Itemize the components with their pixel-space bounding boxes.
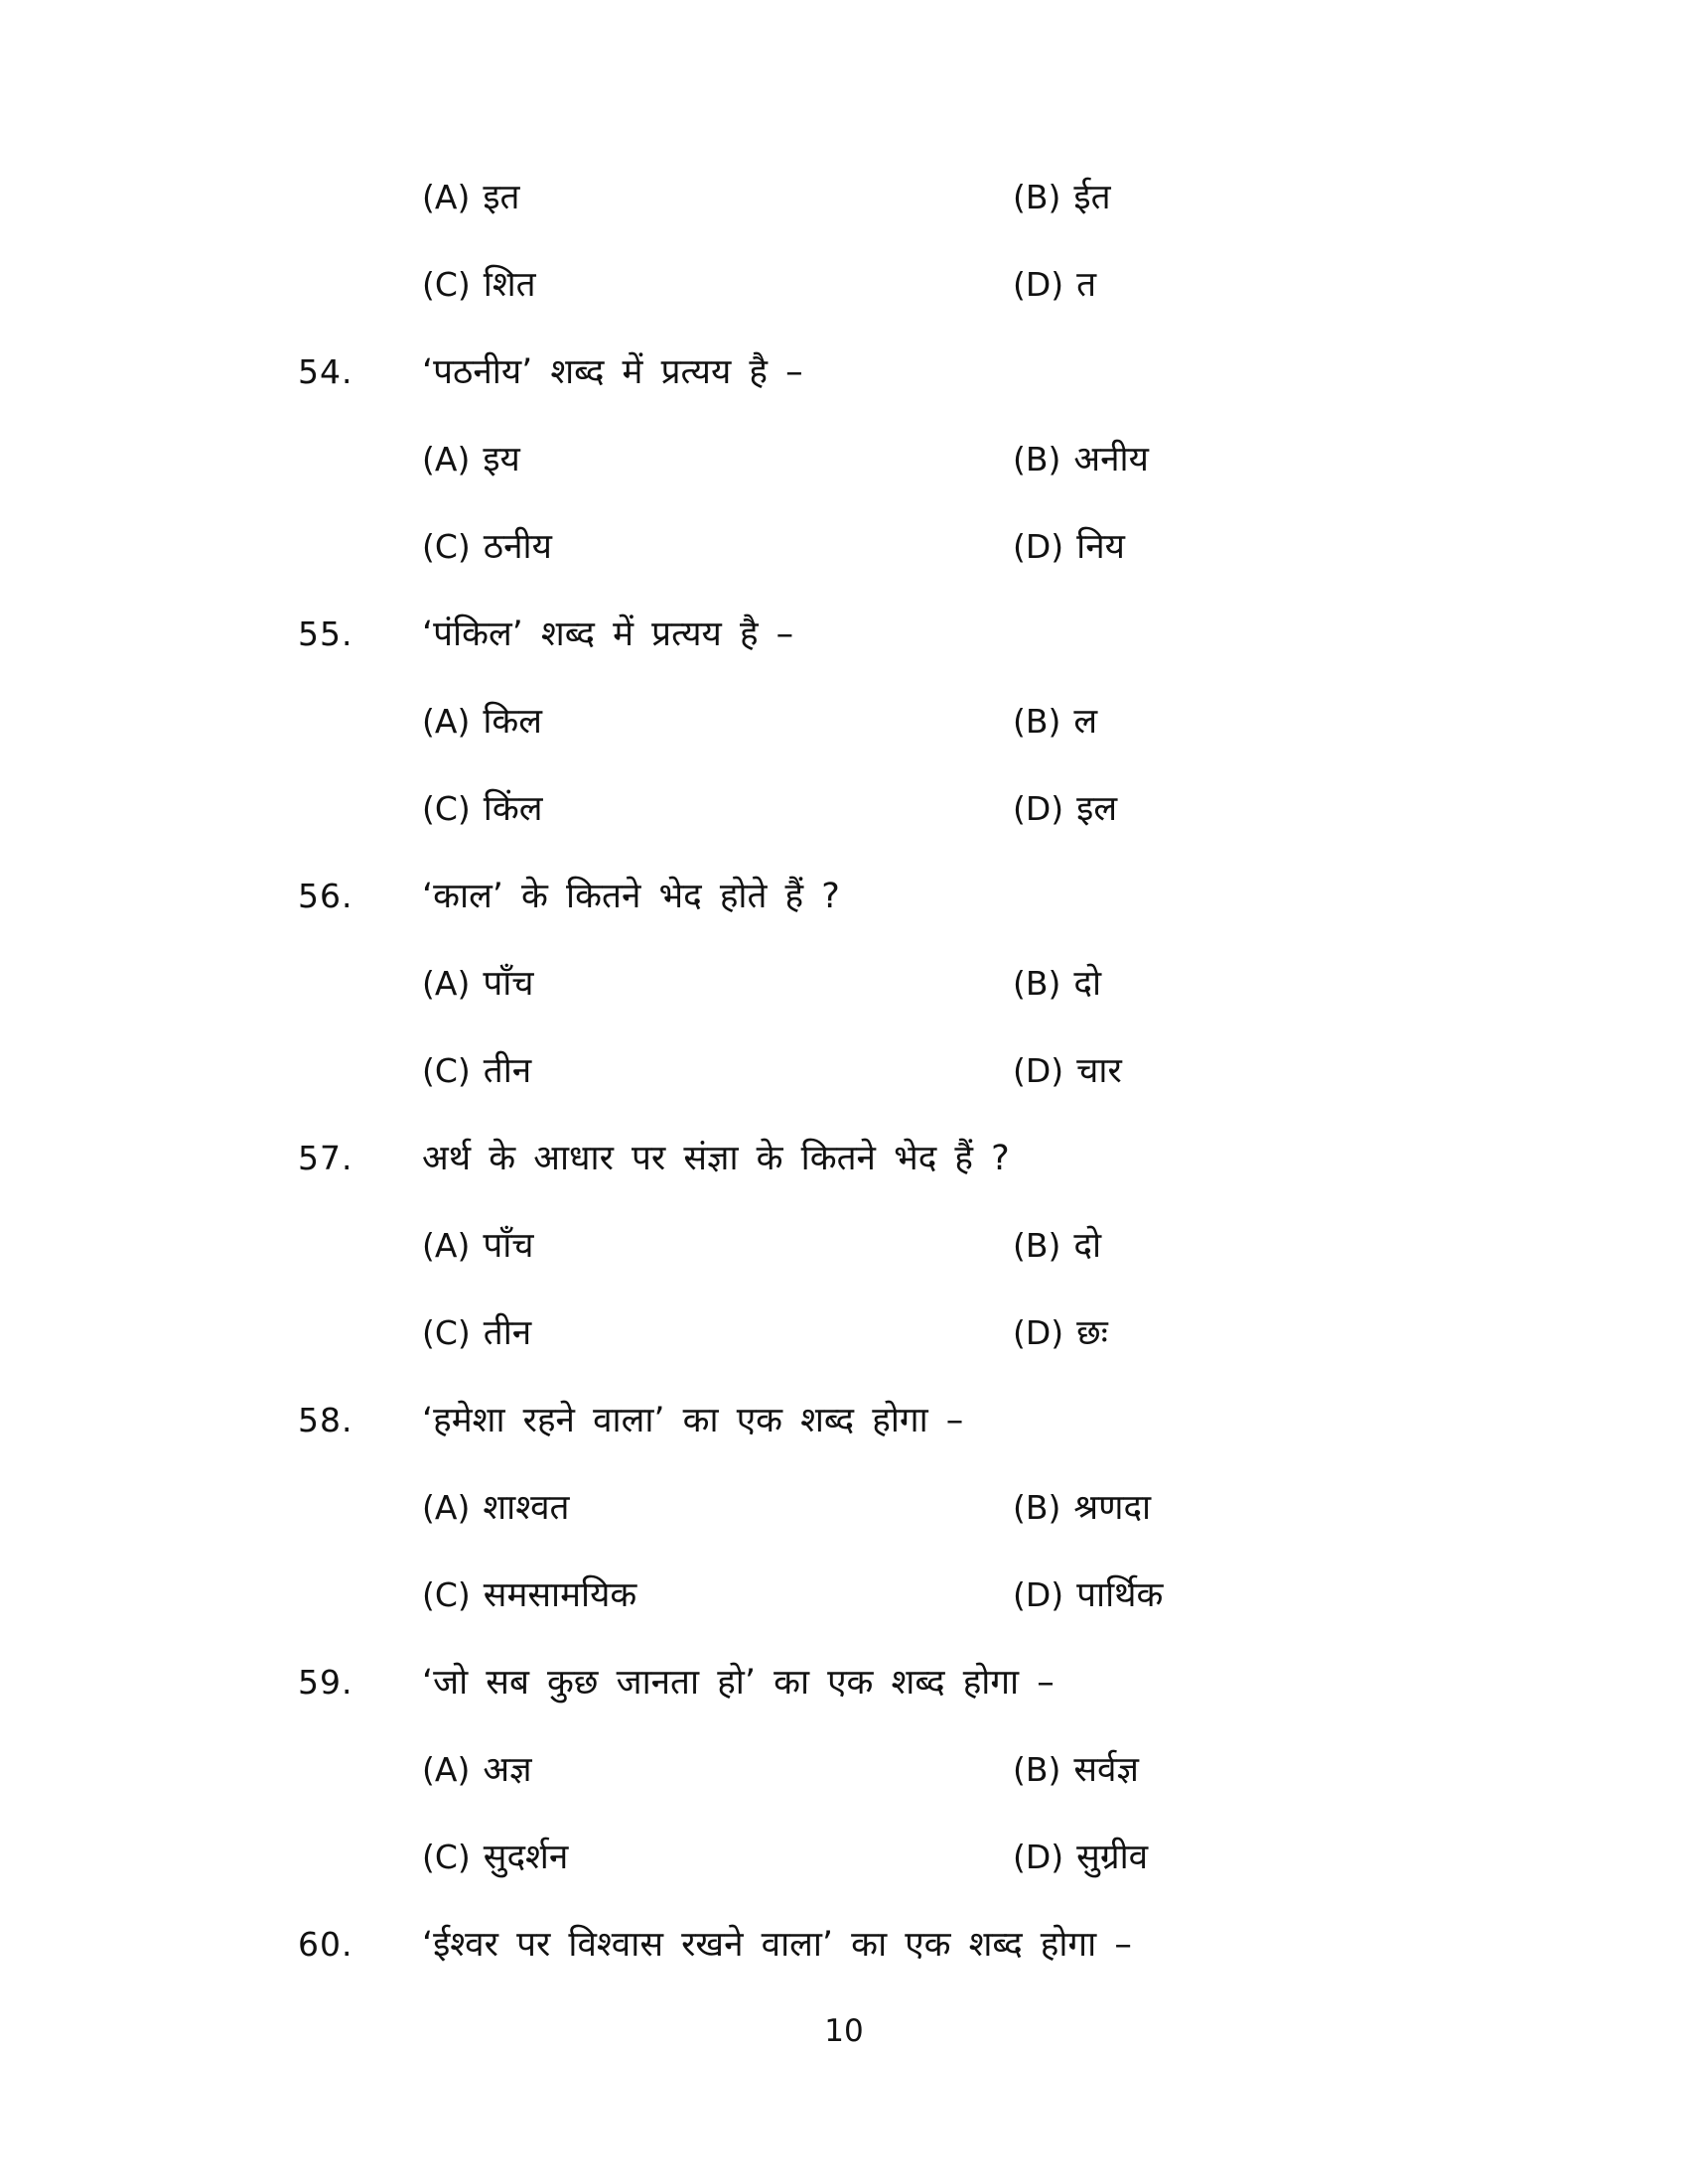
option-label: (B) — [1013, 178, 1061, 216]
option-label: (D) — [1013, 1313, 1064, 1352]
option-text: तीन — [483, 1051, 532, 1091]
options-row — [0, 1487, 1688, 1529]
option-text: सुग्रीव — [1076, 1838, 1149, 1877]
option-c — [422, 1050, 1013, 1092]
option-text: समसामयिक — [483, 1575, 637, 1615]
question-text: ‘जो सब कुछ जानता हो’ का एक शब्द होगा – — [422, 1663, 1055, 1703]
option-label: (C) — [422, 789, 471, 828]
option-d — [1013, 264, 1096, 306]
option-label: (C) — [422, 1051, 471, 1090]
option-d — [1013, 1050, 1122, 1092]
option-text: किंल — [483, 789, 543, 829]
option-label: (B) — [1013, 1750, 1061, 1789]
question-number: 59. — [298, 1663, 353, 1702]
option-c — [422, 1312, 1013, 1354]
option-text: छः — [1076, 1313, 1108, 1353]
options-row — [0, 439, 1688, 480]
question-55 — [0, 614, 1688, 830]
option-d — [1013, 788, 1117, 830]
option-text: पार्थिक — [1076, 1575, 1164, 1615]
question-line — [0, 1138, 1688, 1179]
option-label: (B) — [1013, 440, 1061, 478]
question-number: 56. — [298, 877, 353, 915]
option-text: इल — [1076, 789, 1118, 829]
option-a — [422, 439, 1013, 480]
question-60 — [0, 1924, 1688, 1966]
question-53-options — [0, 177, 1688, 306]
option-text: सुदर्शन — [483, 1838, 569, 1877]
question-58 — [0, 1400, 1688, 1616]
option-label: (D) — [1013, 1575, 1064, 1614]
question-line — [0, 1400, 1688, 1441]
option-text: ल — [1073, 702, 1098, 742]
option-label: (A) — [422, 964, 471, 1003]
option-b — [1013, 963, 1101, 1005]
option-text: सर्वज्ञ — [1073, 1750, 1139, 1790]
options-row — [0, 1050, 1688, 1092]
option-a — [422, 1225, 1013, 1267]
option-text: दो — [1073, 964, 1102, 1004]
option-b — [1013, 1225, 1101, 1267]
question-text: ‘ईश्वर पर विश्वास रखने वाला’ का एक शब्द होगा – — [422, 1925, 1132, 1965]
option-label: (C) — [422, 1575, 471, 1614]
question-text: ‘हमेशा रहने वाला’ का एक शब्द होगा – — [422, 1401, 964, 1440]
option-label: (D) — [1013, 789, 1064, 828]
page-number: 10 — [824, 2013, 864, 2049]
option-label: (D) — [1013, 265, 1064, 304]
question-line — [0, 351, 1688, 393]
option-text: चार — [1076, 1051, 1122, 1091]
question-number: 57. — [298, 1139, 353, 1177]
question-text: ‘पठनीय’ शब्द में प्रत्यय है – — [422, 352, 803, 392]
question-number: 58. — [298, 1401, 353, 1439]
question-text: ‘पंकिल’ शब्द में प्रत्यय है – — [422, 614, 794, 654]
option-text: इय — [483, 440, 520, 479]
question-59 — [0, 1662, 1688, 1878]
option-b — [1013, 1487, 1151, 1529]
option-b — [1013, 439, 1149, 480]
option-label: (A) — [422, 1750, 471, 1789]
options-row — [0, 1574, 1688, 1616]
option-label: (B) — [1013, 964, 1061, 1003]
option-a — [422, 177, 1013, 218]
option-label: (C) — [422, 265, 471, 304]
option-label: (B) — [1013, 1488, 1061, 1527]
question-line — [0, 876, 1688, 917]
question-57 — [0, 1138, 1688, 1354]
option-text: अनीय — [1073, 440, 1149, 479]
options-row — [0, 1749, 1688, 1791]
option-d — [1013, 1837, 1148, 1878]
option-label: (C) — [422, 527, 471, 566]
options-row — [0, 788, 1688, 830]
option-text: शित — [483, 265, 536, 305]
option-text: अज्ञ — [483, 1750, 532, 1790]
option-a — [422, 1749, 1013, 1791]
options-row — [0, 1225, 1688, 1267]
option-text: त — [1076, 265, 1097, 305]
option-text: पाँच — [483, 1226, 534, 1266]
question-54 — [0, 351, 1688, 568]
option-c — [422, 526, 1013, 568]
option-text: दो — [1073, 1226, 1102, 1266]
option-a — [422, 701, 1013, 743]
option-label: (A) — [422, 178, 471, 216]
option-c — [422, 1574, 1013, 1616]
option-label: (B) — [1013, 1226, 1061, 1265]
option-text: इत — [483, 178, 520, 217]
option-text: ठनीय — [483, 527, 552, 567]
option-d — [1013, 526, 1125, 568]
option-text: शाश्वत — [483, 1488, 570, 1528]
option-label: (A) — [422, 1488, 471, 1527]
option-text: तीन — [483, 1313, 532, 1353]
option-c — [422, 264, 1013, 306]
option-b — [1013, 1749, 1139, 1791]
question-number: 60. — [298, 1925, 353, 1964]
options-row — [0, 1312, 1688, 1354]
option-text: श्रणदा — [1073, 1488, 1152, 1528]
option-text: निय — [1076, 527, 1125, 567]
page-footer — [0, 2011, 1688, 2051]
question-56 — [0, 876, 1688, 1092]
options-row — [0, 701, 1688, 743]
options-row — [0, 963, 1688, 1005]
option-b — [1013, 177, 1111, 218]
option-b — [1013, 701, 1097, 743]
question-line — [0, 1924, 1688, 1966]
option-c — [422, 788, 1013, 830]
question-text: ‘काल’ के कितने भेद होते हैं ? — [422, 877, 840, 916]
option-text: पाँच — [483, 964, 534, 1004]
option-text: ईत — [1073, 178, 1111, 217]
option-label: (C) — [422, 1313, 471, 1352]
option-text: किल — [483, 702, 543, 742]
options-row — [0, 264, 1688, 306]
options-row — [0, 1837, 1688, 1878]
question-line — [0, 1662, 1688, 1704]
option-d — [1013, 1574, 1163, 1616]
option-label: (D) — [1013, 1838, 1064, 1876]
option-a — [422, 963, 1013, 1005]
option-label: (D) — [1013, 1051, 1064, 1090]
option-c — [422, 1837, 1013, 1878]
option-label: (A) — [422, 440, 471, 478]
option-a — [422, 1487, 1013, 1529]
options-row — [0, 177, 1688, 218]
question-number: 55. — [298, 614, 353, 653]
option-label: (B) — [1013, 702, 1061, 741]
option-label: (C) — [422, 1838, 471, 1876]
option-d — [1013, 1312, 1108, 1354]
option-label: (D) — [1013, 527, 1064, 566]
option-label: (A) — [422, 702, 471, 741]
options-row — [0, 526, 1688, 568]
question-text: अर्थ के आधार पर संज्ञा के कितने भेद हैं ? — [422, 1139, 1010, 1178]
question-line — [0, 614, 1688, 655]
option-label: (A) — [422, 1226, 471, 1265]
question-number: 54. — [298, 352, 353, 391]
